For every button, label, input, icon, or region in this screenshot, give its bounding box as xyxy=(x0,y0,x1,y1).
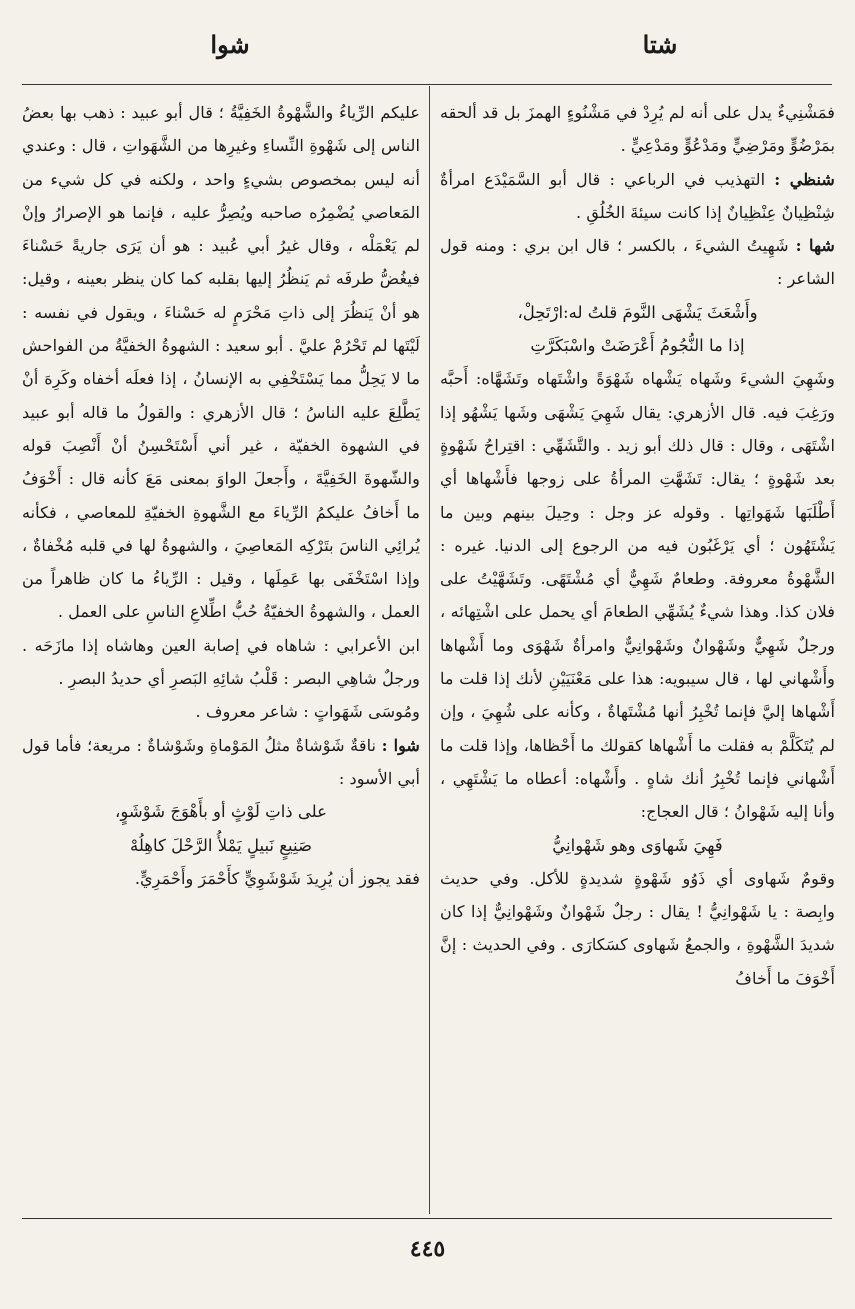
verse-line: وأَشْعَثَ يَشْهَى النَّومَ قلتُ له:ارْتَحِلْ، xyxy=(517,302,758,322)
verse-line: إذا ما النُّجُومُ أَعْرَضَتْ واسْبَكَرَّتِ xyxy=(530,336,745,356)
entry-paragraph: ومُوسَى شَهَواتٍ : شاعر معروف . xyxy=(195,702,420,722)
entry-shnzy xyxy=(440,163,835,230)
verse-line: صَنِيعٍ نَبيلٍ يَمْلأُ الرَّحْلَ كاهِلُهْ xyxy=(129,835,313,855)
verse-line: فَهِيَ شَهاوَى وهو شَهْوانِيُّ xyxy=(552,835,723,855)
entry-text: شَهِيتُ الشيءَ ، بالكسر ؛ قال ابن بري : ومنه قول الشاعر : xyxy=(440,236,835,289)
entry-shwa xyxy=(22,729,420,796)
header-keyword-left: شوا xyxy=(210,30,250,59)
entry-paragraph: فمَشْنِيءٌ يدل على أنه لم يُرِدْ في مَشْنُوءٍ الهمزَ بل قد ألحقه بمَرْضُوٍّ ومَرْضِيٍّ ومَدْعُوٍّ ومَدْعِيٍّ . xyxy=(440,103,835,156)
header-keyword-right: شتا xyxy=(642,30,678,59)
entry-paragraph: وشَهِيَ الشيءَ وشَهاه يَشْهاه شَهْوَةً واشْتَهاه وتَشَهَّاه: أَحبَّه ورَغِبَ فيه. قال الأزهري: يقال شَهِيَ يَشْهَى وشَها يَشْهُو إذا اشْتَهَى ، وقال : قال ذلك أبو زيد . والتَّشَهِّي : اقتِراحُ شَهْوةٍ بعد شَهْوةٍ ؛ يقال: تَشَهَّتِ المرأةُ على زوجها فأَشْهاها أي أَطْلَبَها شَهَواتِها . وقوله عز وجل : وحِيلَ بينهم وبين ما يَشْتَهُون ؛ أي يَرْغَبُون فيه من الرجوع إلى الدنيا. غيره : الشَّهْوةُ معروفة. وطعامٌ شَهِيٌّ أي مُشْتَهًى. وتَشَهَّيْتُ على فلان كذا. وهذا شيءٌ يُشَهِّي الطعامَ أي يحمل على اشْتِهائه ، ورجلٌ شَهِيٌّ وشَهْوانٌ وشَهْوانِيٌّ وامرأةٌ شَهْوَى وما أَشْهاها وأَشْهاني لها ، قال سيبويه: هذا على مَعْنَيَيْنِ لأنك إذا قلت ما أَشْهاها إليَّ فإنما تُخْبِرُ أنها مُشْتَهاةٌ ، وكأنه على شُهِيَ ، وإن لم يُتَكَلَّمْ به فقلت ما أَشْهاها كقولك ما أَحْظاها، وإذا قلت ما أَشْهاني فإنما تُخْبِرُ أنك شاهٍ . وأَشْهاه: أعطاه ما يَشْتَهِي ، وأنا إليه شَهْوانُ ؛ قال العجاج: xyxy=(440,369,835,822)
entry-shha xyxy=(440,229,835,296)
entry-headword: شوا : xyxy=(381,735,420,755)
left-column xyxy=(22,96,420,1211)
page-number: ٤٤٥ xyxy=(409,1236,446,1262)
entry-headword: شنظي : xyxy=(774,169,835,189)
entry-paragraph: عليكم الرِّياءُ والشَّهْوةُ الخَفِيَّةُ ؛ قال أبو عبيد : ذهب بها بعضُ الناس إلى شَهْوةِ النِّساءِ وغيرِها من الشَّهَواتِ ، قال : وعندي أنه ليس بمخصوص بشيءٍ واحد ، ولكنه في كل شيء من المَعاصي يُضْمِرُه صاحبه ويُصِرُّ عليه ، فإنما هو الإصرارُ وإنْ لم يَعْمَلْه ، وقال غيرُ أبي عُبيد : هو أن يَرَى جاريةً حَسْناءَ فيغُضُّ طرفَه ثم يَنظُرُ إليها بقلبه كما كان ينظر بعينه ، وقيل: هو أنْ يَنظُرَ إلى ذاتِ مَحْرَمٍ له حَسْناءَ ، ويقول في نفسه : لَيْتَها لم تَحْرُمْ عليَّ . أبو سعيد : الشهوةُ الخفيَّةُ من الفواحش ما لا يَحِلُّ مما يَسْتَخْفِي به الإنسانُ ، إذا فعلَه أخفاه وكَرِهَ أنْ يَطَّلِعَ عليه الناسُ ؛ قال الأزهري : والقولُ ما قاله أبو عبيد في الشهوة الخفيّة ، غير أني أَسْتَحْسِنُ أنْ أَنْصِبَ قوله والشّهوةَ الخَفِيَّةَ ، وأَجعلَ الواوَ بمعنى مَعَ كأنه قال : أَخْوَفُ ما أَخافُ عليكمُ الرِّياءَ مع الشَّهوةِ الخفيّةِ للمعاصي ، فكأنه يُرائِي الناسَ بتَرْكِه المَعاصِيَ ، والشهوةُ لها في قلبه مُخْفاةٌ ، وإذا اسْتَخْفَى بها عَمِلَها ، وقيل : الرِّياءُ ما كان ظاهراً من العمل ، والشهوةُ الخفيّةُ حُبُّ اطِّلاعِ الناسِ على العمل . xyxy=(22,103,420,622)
entry-text: ناقةٌ شَوْشاةٌ مثلُ المَوْماةِ وشَوْشاةٌ : مريعة؛ فأما قول أبي الأسود : xyxy=(22,735,420,788)
column-divider xyxy=(429,86,430,1214)
entry-text: التهذيب في الرباعي : قال أبو السَّمَيْدَع امرأةٌ شِنْظِيانٌ عِنْظِيانٌ إذا كانت سيئةَ الخُلُقِ . xyxy=(440,169,835,222)
entry-paragraph: وقومٌ شَهاوى أي ذَوُو شَهْوةٍ شديدةٍ للأكل. وفي حديث وابِصة : يا شَهْوانِيُّ ! يقال : رجلٌ شَهْوانٌ وشَهْوانِيٌّ إذا كان شديدَ الشَّهْوةِ ، والجمعُ شَهاوى كسَكارَى . وفي الحديث : إنَّ أَخْوَفَ ما أَخافُ xyxy=(440,868,835,988)
entry-headword: شها : xyxy=(795,236,835,256)
entry-paragraph: فقد يجوز أن يُرِيدَ شَوْشَوِيٍّ كأَحْمَرَ وأَحْمَرِيٍّ. xyxy=(134,868,420,888)
entry-paragraph: ابن الأعرابي : شاهاه في إصابة العين وهاشاه إذا مازَحَه . ورجلٌ شاهِي البصر : قَلْبُ شائِهِ البَصرِ أي حديدُ البصرِ . xyxy=(22,635,420,689)
top-rule xyxy=(22,84,832,85)
right-column xyxy=(440,96,835,1211)
verse-line: على ذاتِ لَوْثٍ أو بأَهْوَجَ شَوْشَوٍ، xyxy=(115,802,327,822)
bottom-rule xyxy=(22,1218,832,1219)
